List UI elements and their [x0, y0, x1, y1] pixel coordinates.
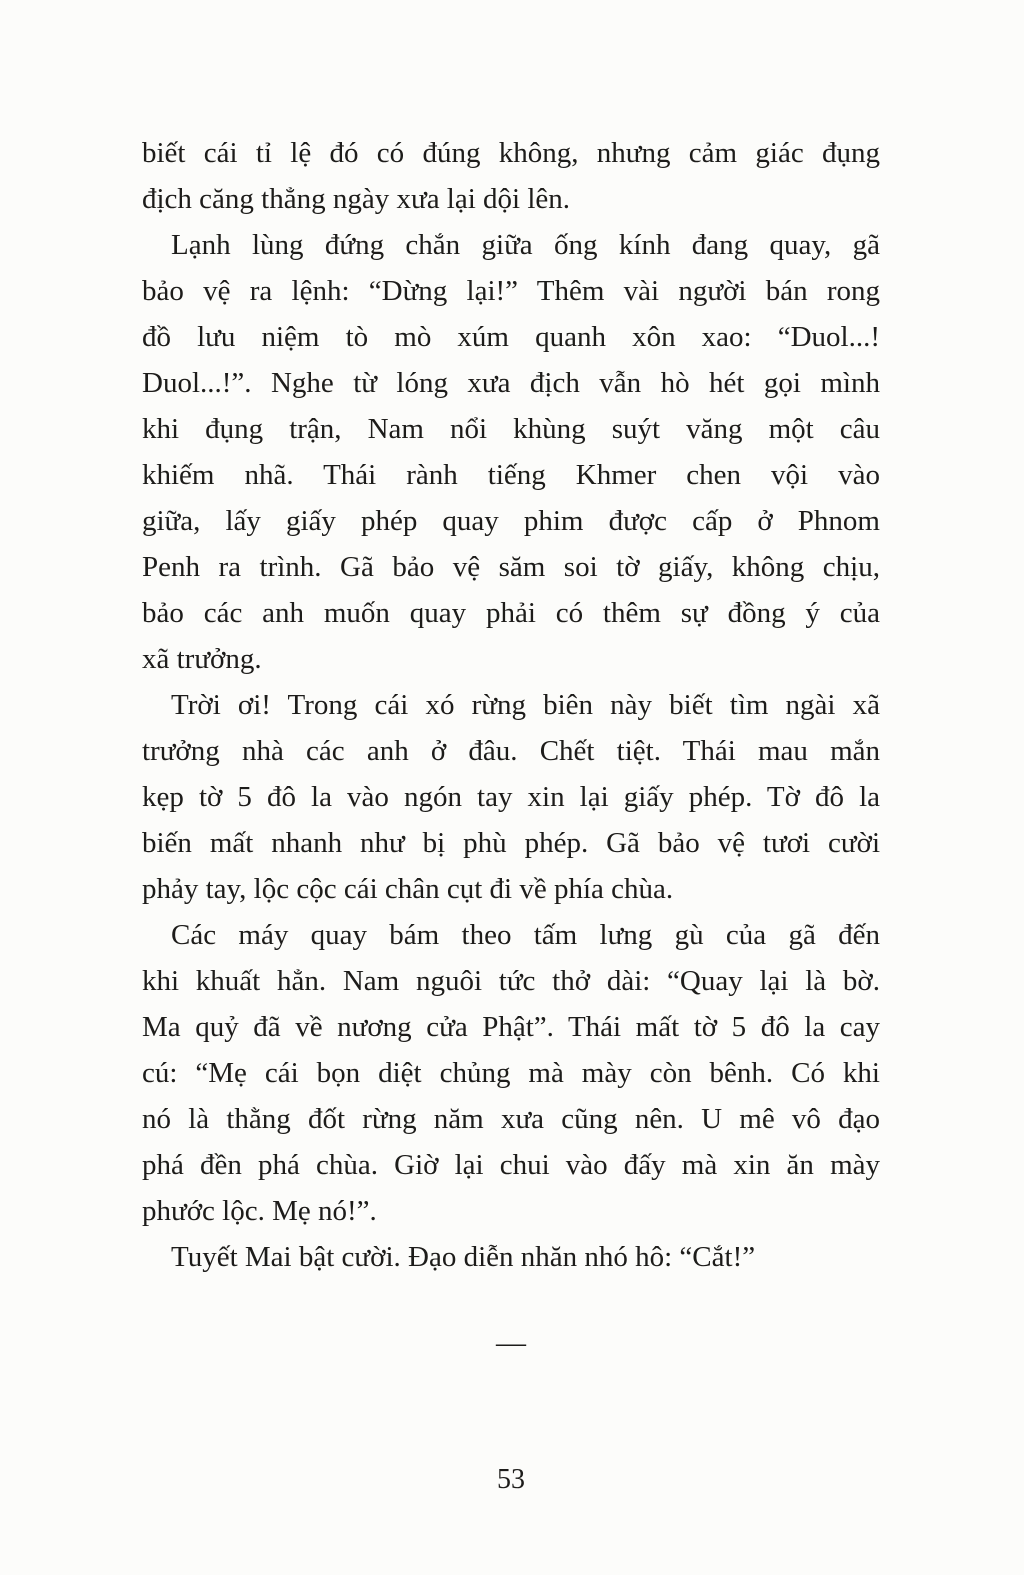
text-line: bảo các anh muốn quay phải có thêm sự đồng ý của: [142, 597, 880, 629]
text-line: địch căng thẳng ngày xưa lại dội lên.: [142, 183, 571, 215]
text-line: nó là thằng đốt rừng năm xưa cũng nên. U mê vô đạo: [142, 1103, 880, 1135]
text-line: phá đền phá chùa. Giờ lại chui vào đấy mà xin ăn mày: [142, 1149, 880, 1181]
text-line: giữa, lấy giấy phép quay phim được cấp ở Phnom: [142, 505, 880, 537]
text-line: kẹp tờ 5 đô la vào ngón tay xin lại giấy phép. Tờ đô la: [142, 781, 880, 813]
text-line: Ma quỷ đã về nương cửa Phật”. Thái mất tờ 5 đô la cay: [142, 1011, 880, 1043]
section-separator: —: [496, 1326, 526, 1359]
text-line: Penh ra trình. Gã bảo vệ săm soi tờ giấy, không chịu,: [142, 551, 880, 583]
text-line: phảy tay, lộc cộc cái chân cụt đi về phía chùa.: [142, 873, 674, 905]
text-line: Các máy quay bám theo tấm lưng gù của gã đến: [171, 919, 880, 951]
text-line: đồ lưu niệm tò mò xúm quanh xôn xao: “Duol...!: [142, 321, 880, 353]
text-line: bảo vệ ra lệnh: “Dừng lại!” Thêm vài người bán rong: [142, 275, 880, 307]
text-line: Trời ơi! Trong cái xó rừng biên này biết tìm ngài xã: [171, 689, 880, 721]
text-line: xã trưởng.: [142, 643, 262, 675]
text-line: khiếm nhã. Thái rành tiếng Khmer chen vội vào: [142, 459, 880, 491]
body-text: [142, 130, 880, 1280]
text-line: phước lộc. Mẹ nó!”.: [142, 1195, 377, 1227]
text-line: biết cái tỉ lệ đó có đúng không, nhưng cảm giác đụng: [142, 137, 880, 169]
text-line: Tuyết Mai bật cười. Đạo diễn nhăn nhó hô: “Cắt!”: [171, 1241, 756, 1273]
text-line: khi khuất hẳn. Nam nguôi tức thở dài: “Quay lại là bờ.: [142, 965, 880, 997]
text-line: cú: “Mẹ cái bọn diệt chủng mà mày còn bênh. Có khi: [142, 1057, 880, 1089]
text-line: trưởng nhà các anh ở đâu. Chết tiệt. Thái mau mắn: [142, 735, 880, 767]
text-line: Duol...!”. Nghe từ lóng xưa địch vẫn hò hét gọi mình: [142, 367, 880, 399]
text-line: khi đụng trận, Nam nổi khùng suýt văng một câu: [142, 413, 880, 445]
page-number: 53: [497, 1464, 525, 1495]
text-line: Lạnh lùng đứng chắn giữa ống kính đang quay, gã: [171, 229, 880, 261]
text-line: biến mất nhanh như bị phù phép. Gã bảo vệ tươi cười: [142, 827, 880, 859]
